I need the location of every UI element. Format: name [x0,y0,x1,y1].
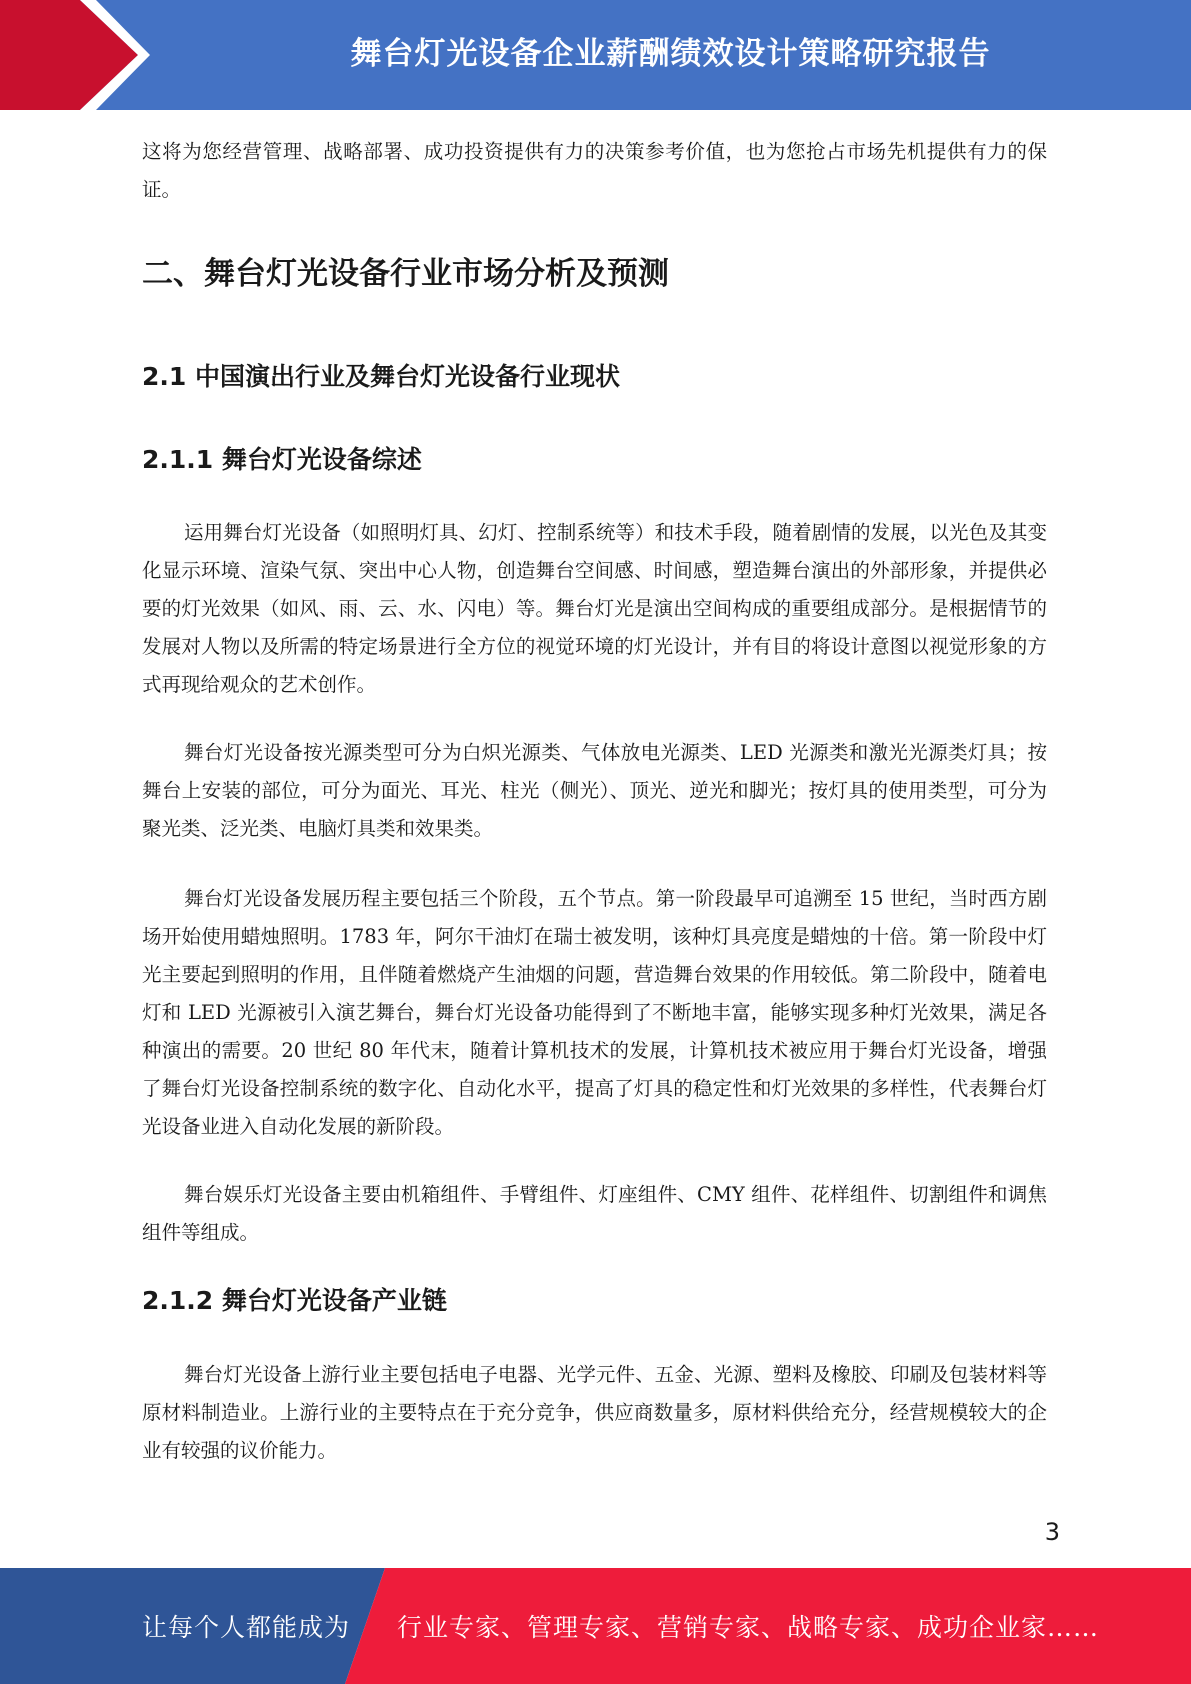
section-2-heading: 二、舞台灯光设备行业市场分析及预测 [142,256,669,292]
page-number: 3 [1044,1518,1060,1546]
paragraph-lighting-overview: 运用舞台灯光设备（如照明灯具、幻灯、控制系统等）和技术手段，随着剧情的发展，以光色及其变化显示环境、渲染气氛、突出中心人物，创造舞台空间感、时间感，塑造舞台演出的外部形象，并提供必要的灯光效果（如风、雨、云、水、闪电）等。舞台灯光是演出空间构成的重要组成部分。是根据情节的发展对人物以及所需的特定场景进行全方位的视觉环境的灯光设计，并有目的将设计意图以视觉形象的方式再现给观众的艺术创作。 [142,521,1047,696]
paragraph-lighting-types: 舞台灯光设备按光源类型可分为白炽光源类、气体放电光源类、LED 光源类和激光光源类灯具；按舞台上安装的部位，可分为面光、耳光、柱光（侧光）、顶光、逆光和脚光；按灯具的使用类型，可分为聚光类、泛光类、电脑灯具类和效果类。 [142,741,1047,840]
paragraph-lighting-components: 舞台娱乐灯光设备主要由机箱组件、手臂组件、灯座组件、CMY 组件、花样组件、切割组件和调焦组件等组成。 [142,1183,1047,1244]
intro-paragraph: 这将为您经营管理、战略部署、成功投资提供有力的决策参考价值，也为您抢占市场先机提供有力的保证。 [142,140,1047,201]
page-header [0,0,1191,110]
paragraph-lighting-history: 舞台灯光设备发展历程主要包括三个阶段，五个节点。第一阶段最早可追溯至 15 世纪，当时西方剧场开始使用蜡烛照明。1783 年，阿尔干油灯在瑞士被发明，该种灯具亮度是蜡烛的十倍。第一阶段中灯光主要起到照明的作用，且伴随着燃烧产生油烟的问题，营造舞台效果的作用较低。第二阶段中，随着电灯和 LED 光源被引入演艺舞台，舞台灯光设备功能得到了不断地丰富，能够实现多种灯光效果，满足各种演出的需要。20 世纪 80 年代末，随着计算机技术的发展，计算机技术被应用于舞台灯光设备，增强了舞台灯光设备控制系统的数字化、自动化水平，提高了灯具的稳定性和灯光效果的多样性，代表舞台灯光设备业进入自动化发展的新阶段。 [142,887,1047,1138]
footer-slogan-right: 行业专家、管理专家、营销专家、战略专家、成功企业家…… [397,1613,1100,1642]
paragraph-industry-chain: 舞台灯光设备上游行业主要包括电子电器、光学元件、五金、光源、塑料及橡胶、印刷及包装材料等原材料制造业。上游行业的主要特点在于充分竞争，供应商数量多，原材料供给充分，经营规模较大的企业有较强的议价能力。 [142,1363,1047,1462]
section-2-1-2-heading: 2.1.2 舞台灯光设备产业链 [142,1286,447,1315]
section-2-1-heading: 2.1 中国演出行业及舞台灯光设备行业现状 [142,362,620,391]
header-title: 舞台灯光设备企业薪酬绩效设计策略研究报告 [350,35,991,72]
section-2-1-1-heading: 2.1.1 舞台灯光设备综述 [142,445,422,474]
page-footer [0,1568,1191,1684]
header-chevron-decoration [0,0,160,110]
footer-slogan-left: 让每个人都能成为 [142,1613,351,1642]
